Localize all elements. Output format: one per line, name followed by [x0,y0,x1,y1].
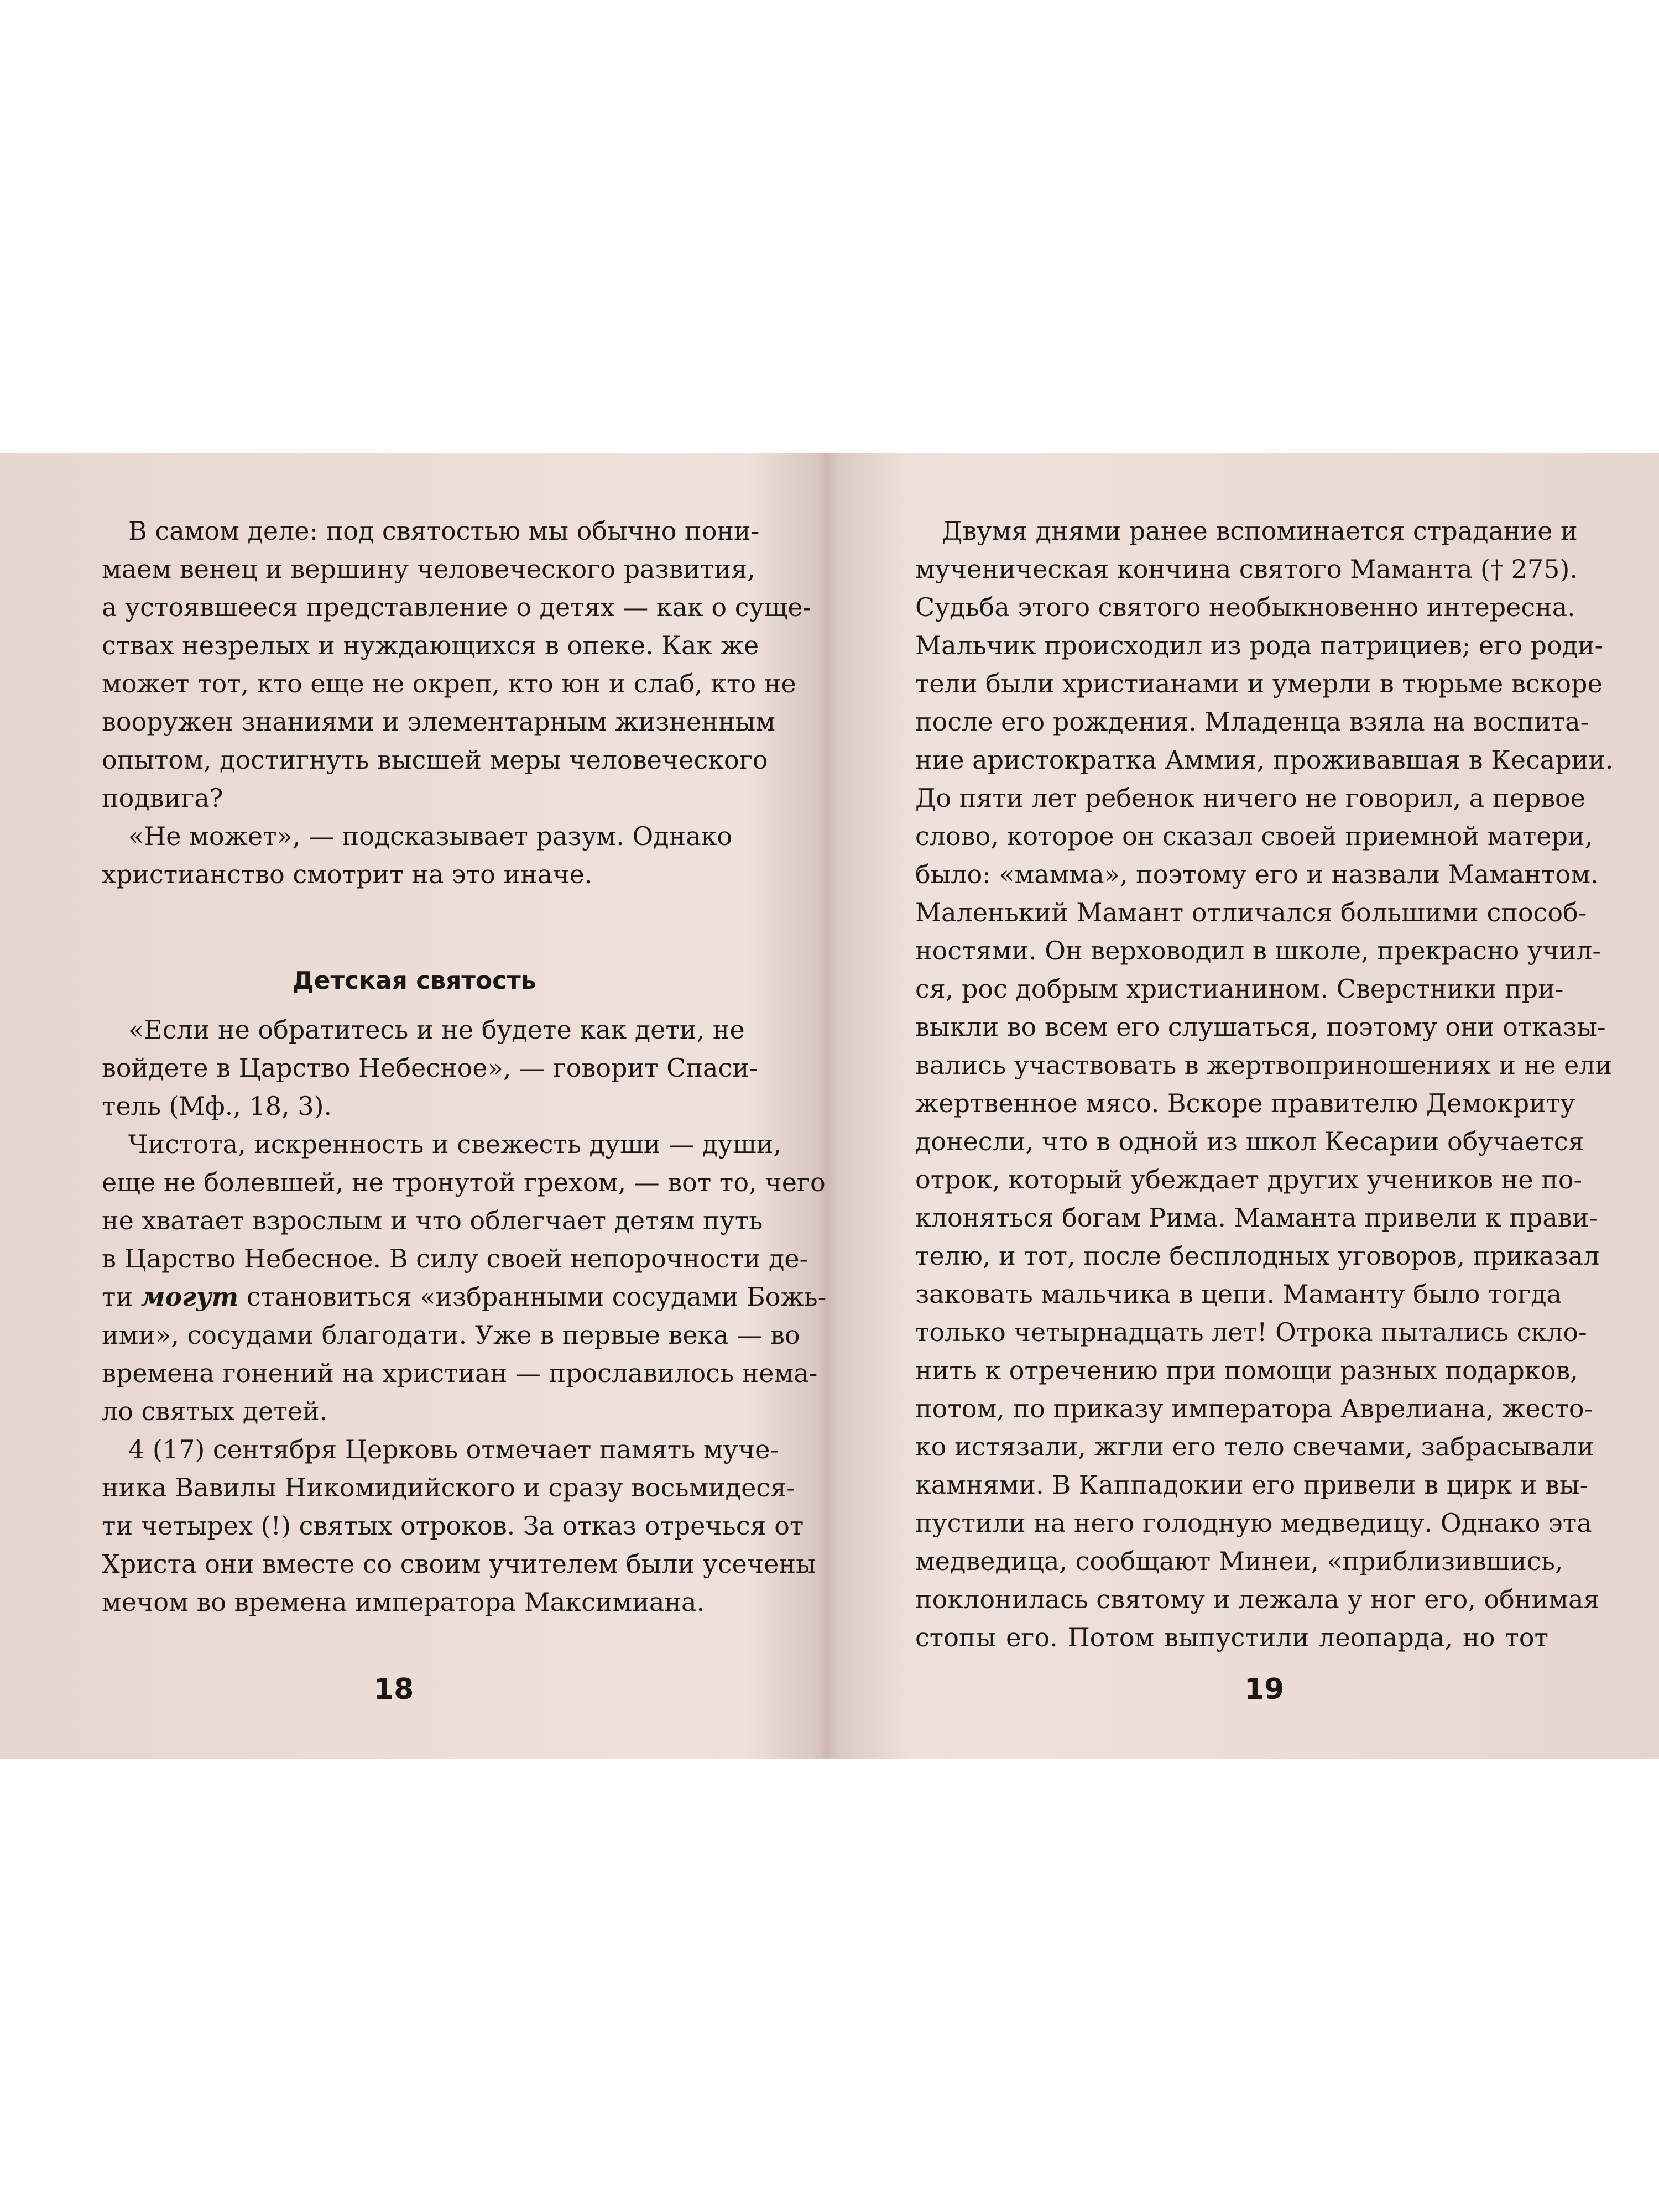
text-line: ко истязали, жгли его тело свечами, забрасывали [915,1432,1594,1462]
text-line: заковать мальчика в цепи. Маманту было тогда [915,1279,1562,1309]
text-line: 4 (17) сентября Церковь отмечает память муче- [128,1434,779,1464]
text-line: вались участвовать в жертвоприношениях и не ели [915,1050,1613,1080]
left-page [0,453,827,1759]
text-line: ти четырех (!) святых отроков. За отказ отречься от [102,1511,804,1541]
text-line: только четырнадцать лет! Отрока пытались скло- [915,1317,1587,1347]
text-line: ностями. Он верховодил в школе, прекрасно учил- [915,936,1601,966]
text-line: было: «мамма», поэтому его и назвали Мамантом. [915,859,1599,889]
text-line: медведица, сообщают Минеи, «приблизившись, [915,1546,1563,1576]
text-line: времена гонений на христиан — прославилось нема- [102,1358,818,1388]
page-number: 19 [1244,1673,1285,1706]
right-page [835,453,1659,1759]
page-number: 18 [374,1673,414,1706]
text-line: мученическая кончина святого Маманта († 275). [915,554,1578,584]
text-line: Маленький Мамант отличался большими способ- [915,898,1587,927]
text-line: нить к отречению при помощи разных подарков, [915,1355,1578,1385]
text-line: Судьба этого святого необыкновенно интересна. [915,592,1575,622]
text-line: потом, по приказу императора Аврелиана, жесто- [915,1394,1593,1423]
text-line: выкли во всем его слушаться, поэтому они отказы- [915,1012,1606,1042]
text-line: вооружен знаниями и элементарным жизненным [102,707,775,737]
text-line: опытом, достигнуть высшей меры человеческого [102,745,768,775]
text-line: телю, и тот, после бесплодных уговоров, приказал [915,1241,1600,1271]
line-start: ти [102,1282,133,1312]
right-page-text [915,512,1614,1657]
text-line: клоняться богам Рима. Маманта привели к прави- [915,1203,1598,1233]
text-line: ника Вавилы Никомидийского и сразу восьмидеся- [102,1473,795,1503]
text-line: еще не болевшей, не тронутой грехом, — вот то, чего [102,1167,826,1197]
left-page-text [102,512,827,1621]
text-line: войдете в Царство Небесное», — говорит Спаси- [102,1053,758,1083]
text-line: после его рождения. Младенца взяла на воспита- [915,707,1589,737]
text-line: жертвенное мясо. Вскоре правителю Демокриту [915,1088,1575,1118]
text-line: Мальчик происходил из рода патрициев; его роди- [915,630,1604,660]
text-line: может тот, кто еще не окреп, кто юн и слаб, кто не [102,669,796,698]
text-line: Чистота, искренность и свежесть души — души, [128,1129,782,1159]
section-heading: Детская святость [292,967,536,995]
book-spread [0,453,1659,1759]
text-line: мечом во времена императора Максимиана. [102,1587,705,1617]
text-line: «Не может», — подсказывает разум. Однако [128,821,733,851]
text-line: не хватает взрослым и что облегчает детям путь [102,1206,763,1235]
text-line: христианство смотрит на это иначе. [102,859,593,889]
text-line: ло святых детей. [102,1396,328,1426]
text-line: стопы его. Потом выпустили леопарда, но тот [915,1623,1548,1652]
text-line: слово, которое он сказал своей приемной матери, [915,821,1593,851]
text-line: в Царство Небесное. В силу своей непорочности де- [102,1244,808,1274]
text-line: ние аристократка Аммия, проживавшая в Кесарии. [915,745,1614,775]
text-line: ими», сосудами благодати. Уже в первые века — во [102,1320,800,1350]
line-rest: становиться «избранными сосудами Божь- [246,1282,827,1312]
text-line: пустили на него голодную медведицу. Однако эта [915,1508,1592,1538]
text-line: тель (Мф., 18, 3). [102,1091,332,1121]
text-line: В самом деле: под святостью мы обычно пони- [128,516,760,546]
text-line: ствах незрелых и нуждающихся в опеке. Как же [102,630,759,660]
text-line: донесли, что в одной из школ Кесарии обучается [915,1126,1584,1156]
text-line: камнями. В Каппадокии его привели в цирк и вы- [915,1470,1589,1500]
text-line: Христа они вместе со своим учителем были усечены [102,1549,816,1579]
text-line: маем венец и вершину человеческого развития, [102,554,755,584]
text-line: ся, рос добрым христианином. Сверстники при- [915,974,1564,1004]
text-line: поклонилась святому и лежала у ног его, обнимая [915,1584,1600,1614]
text-line: тели были христианами и умерли в тюрьме вскоре [915,669,1603,698]
text-line-with-emphasis [102,1278,827,1316]
emphasis-word: могут [140,1282,239,1312]
text-line: отрок, который убеждает других учеников не по- [915,1165,1583,1194]
text-line: подвига? [102,783,223,813]
text-line: Двумя днями ранее вспоминается страдание и [942,516,1578,546]
text-line: «Если не обратитесь и не будете как дети, не [128,1015,745,1045]
text-line: а устоявшееся представление о детях — как о суще- [102,592,812,622]
text-line: До пяти лет ребенок ничего не говорил, а первое [915,783,1585,813]
